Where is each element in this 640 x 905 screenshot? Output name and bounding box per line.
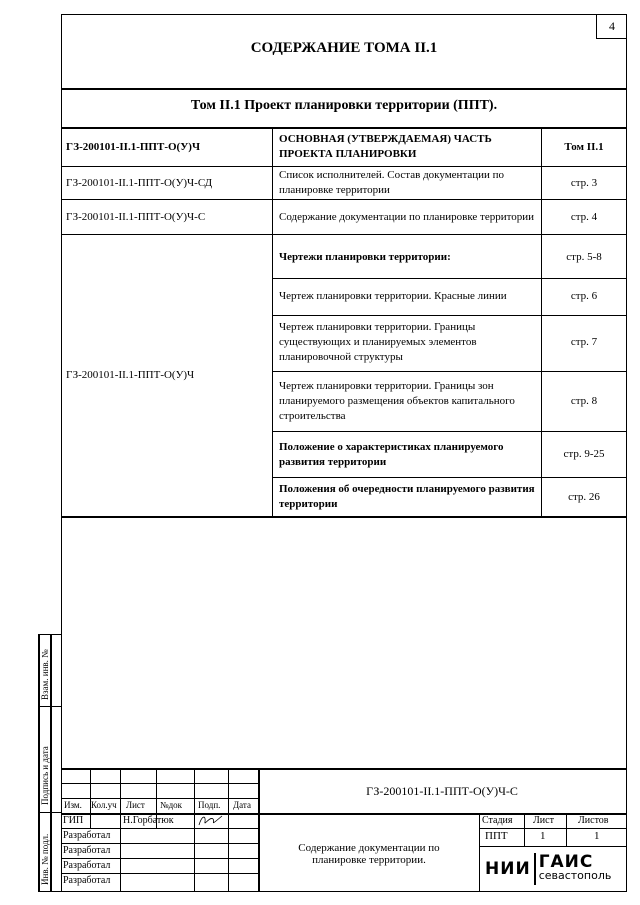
- row-code: ГЗ-200101-II.1-ППТ-О(У)Ч-СД: [66, 176, 213, 189]
- stamp-role: ГИП: [63, 815, 84, 826]
- signature-icon: [196, 813, 226, 828]
- logo-city: севастополь: [538, 869, 612, 882]
- group-item-page: стр. 5-8: [566, 250, 602, 263]
- page-title: СОДЕРЖАНИЕ ТОМА II.1: [250, 40, 438, 56]
- group-item: Положение о характеристиках планируемого развития территории: [279, 440, 504, 468]
- stamp-header: Кол.уч: [91, 800, 117, 810]
- side-label-podpis: Подпись и дата: [40, 746, 50, 805]
- row-page: стр. 4: [570, 210, 598, 223]
- stamp-header: Лист: [126, 800, 145, 810]
- group-item-page: стр. 9-25: [563, 448, 605, 460]
- stamp-sheets-label: Листов: [578, 815, 609, 826]
- volume-subtitle: Том II.1 Проект планировки территории (ППТ).: [190, 98, 498, 113]
- group-item: Чертеж планировки территории. Красные линии: [279, 290, 507, 302]
- stamp-role: Разработал: [63, 860, 111, 871]
- header-code: ГЗ-200101-II.1-ППТ-О(У)Ч: [66, 140, 201, 153]
- group-item-page: стр. 26: [568, 490, 600, 503]
- stamp-header: Изм.: [64, 800, 82, 810]
- header-name: ОСНОВНАЯ (УТВЕРЖДАЕМАЯ) ЧАСТЬ ПРОЕКТА ПЛАНИРОВКИ: [279, 133, 492, 160]
- stamp-doc-title: Содержание документации по планировке территории.: [298, 841, 440, 866]
- logo-right: ГАИС: [538, 852, 594, 872]
- stamp-gip-name: Н.Горбатюк: [123, 815, 174, 826]
- group-item-page: стр. 7: [570, 336, 598, 348]
- group-item: Положения об очередности планируемого развития территории: [279, 483, 535, 510]
- stamp-header: Дата: [233, 800, 251, 810]
- stamp-sheets-value: 1: [594, 830, 600, 842]
- row-name: Содержание документации по планировке территории: [279, 210, 535, 223]
- logo-left: НИИ: [485, 859, 531, 879]
- stamp-header: Подп.: [198, 800, 221, 810]
- row-page: стр. 3: [570, 176, 598, 189]
- stamp-role: Разработал: [63, 875, 111, 886]
- stamp-role: Разработал: [63, 845, 111, 856]
- row-name: Список исполнителей. Состав документации по планировке территории: [279, 169, 505, 196]
- group-code: ГЗ-200101-II.1-ППТ-О(У)Ч: [66, 369, 195, 381]
- stamp-sheet-value: 1: [540, 830, 546, 842]
- stamp-sheet-label: Лист: [533, 815, 554, 826]
- stamp-doc-code: ГЗ-200101-II.1-ППТ-О(У)Ч-С: [366, 784, 518, 798]
- stamp-role: Разработал: [63, 830, 111, 841]
- row-code: ГЗ-200101-II.1-ППТ-О(У)Ч-С: [66, 210, 206, 223]
- group-item: Чертежи планировки территории:: [279, 250, 451, 263]
- group-item-page: стр. 6: [570, 290, 598, 302]
- group-item: Чертеж планировки территории. Границы зон планируемого размещения объектов капитального строительства: [279, 379, 515, 422]
- stamp-stage-label: Стадия: [482, 815, 513, 826]
- side-label-inv: Инв. № подл.: [40, 833, 50, 885]
- group-item-page: стр. 8: [570, 394, 598, 407]
- stamp-header: №док: [160, 800, 183, 810]
- stamp-stage-value: ППТ: [485, 830, 508, 842]
- group-item: Чертеж планировки территории. Границы существующих и планируемых элементов планировочной структуры: [279, 321, 477, 363]
- page-number: 4: [596, 14, 627, 39]
- niigais-logo: [481, 847, 626, 891]
- header-volume: Том II.1: [564, 140, 604, 153]
- side-label-vzam: Взам. инв. №: [40, 649, 50, 700]
